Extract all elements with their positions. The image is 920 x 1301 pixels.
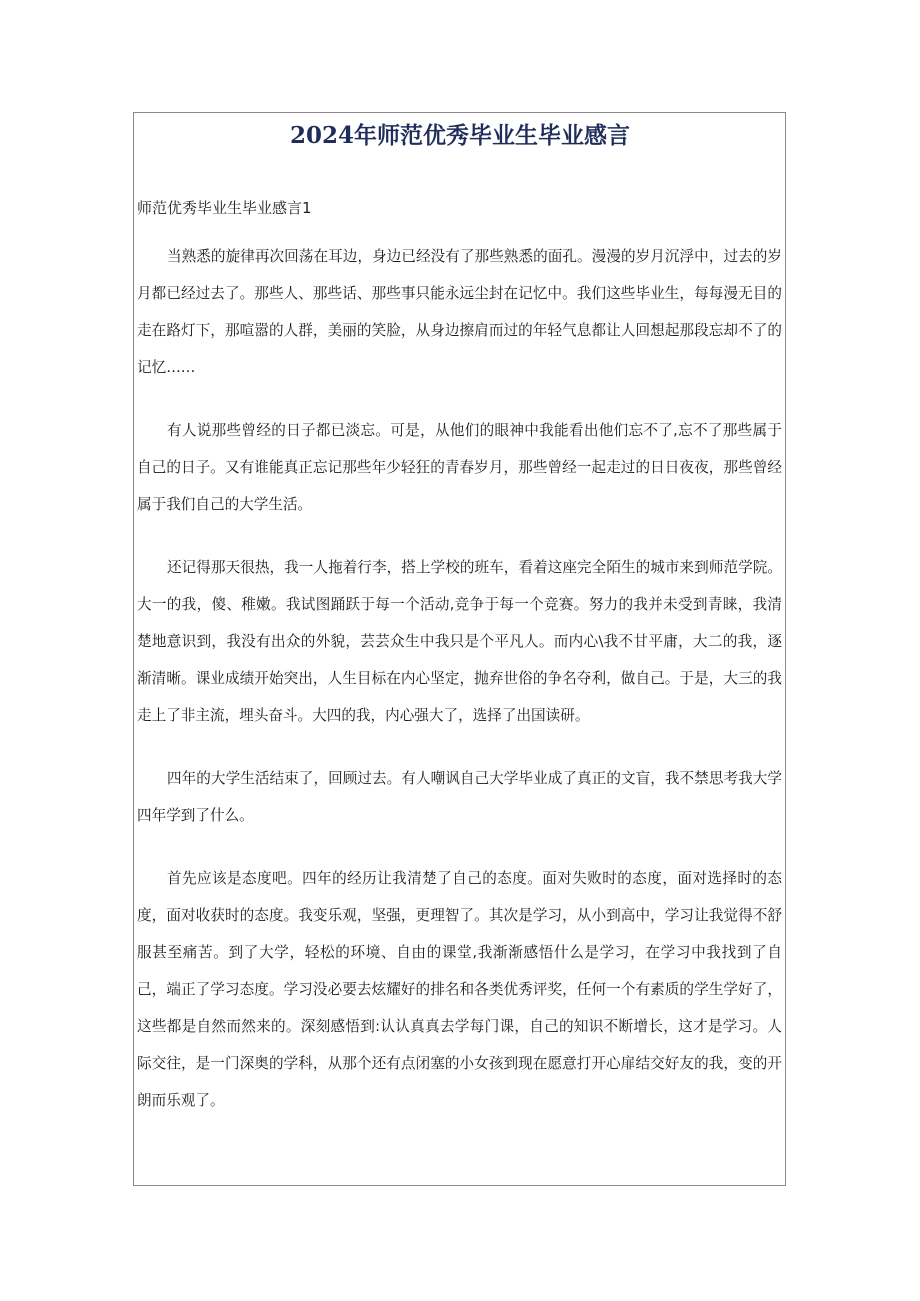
paragraph-5: 首先应该是态度吧。四年的经历让我清楚了自己的态度。面对失败时的态度，面对选择时的态度，面对收获时的态度。我变乐观，坚强，更理智了。其次是学习，从小到高中，学习让我觉得不舒服甚至痛苦。到了大学，轻松的环境、自由的课堂,我渐渐感悟什么是学习，在学习中我找到了自己，端正了学习态度。学习没必要去炫耀好的排名和各类优秀评奖，任何一个有素质的学生学好了，这些都是自然而然来的。深刻感悟到:认认真真去学每门课，自己的知识不断增长，这才是学习。人际交往，是一门深奥的学科，从那个还有点闭塞的小女孩到现在愿意打开心扉结交好友的我，变的开朗而乐观了。 bbox=[137, 870, 782, 1109]
paragraph-4: 四年的大学生活结束了，回顾过去。有人嘲讽自己大学毕业成了真正的文盲，我不禁思考我大学四年学到了什么。 bbox=[137, 770, 782, 824]
paragraph-3: 还记得那天很热，我一人拖着行李，搭上学校的班车，看着这座完全陌生的城市来到师范学院。大一的我，傻、稚嫩。我试图踊跃于每一个活动,竞争于每一个竞赛。努力的我并未受到青睐，我清楚地意识到，我没有出众的外貌，芸芸众生中我只是个平凡人。而内心\我不甘平庸，大二的我，逐渐清晰。课业成绩开始突出，人生目标在内心坚定，抛弃世俗的争名夺利，做自己。于是，大三的我走上了非主流，埋头奋斗。大四的我，内心强大了，选择了出国读研。 bbox=[137, 559, 782, 724]
paragraph-2: 有人说那些曾经的日子都已淡忘。可是，从他们的眼神中我能看出他们忘不了,忘不了那些属于自己的日子。又有谁能真正忘记那些年少轻狂的青春岁月，那些曾经一起走过的日日夜夜，那些曾经属于我们自己的大学生活。 bbox=[137, 422, 782, 513]
document-body bbox=[137, 238, 782, 1119]
document-subtitle: 师范优秀毕业生毕业感言1 bbox=[137, 199, 312, 217]
document-title: 2024年师范优秀毕业生毕业感言 bbox=[289, 122, 630, 149]
paragraph-1: 当熟悉的旋律再次回荡在耳边，身边已经没有了那些熟悉的面孔。漫漫的岁月沉浮中，过去的岁月都已经过去了。那些人、那些话、那些事只能永远尘封在记忆中。我们这些毕业生，每每漫无目的走在路灯下，那喧嚣的人群，美丽的笑脸，从身边擦肩而过的年轻气息都让人回想起那段忘却不了的记忆…… bbox=[137, 248, 782, 376]
